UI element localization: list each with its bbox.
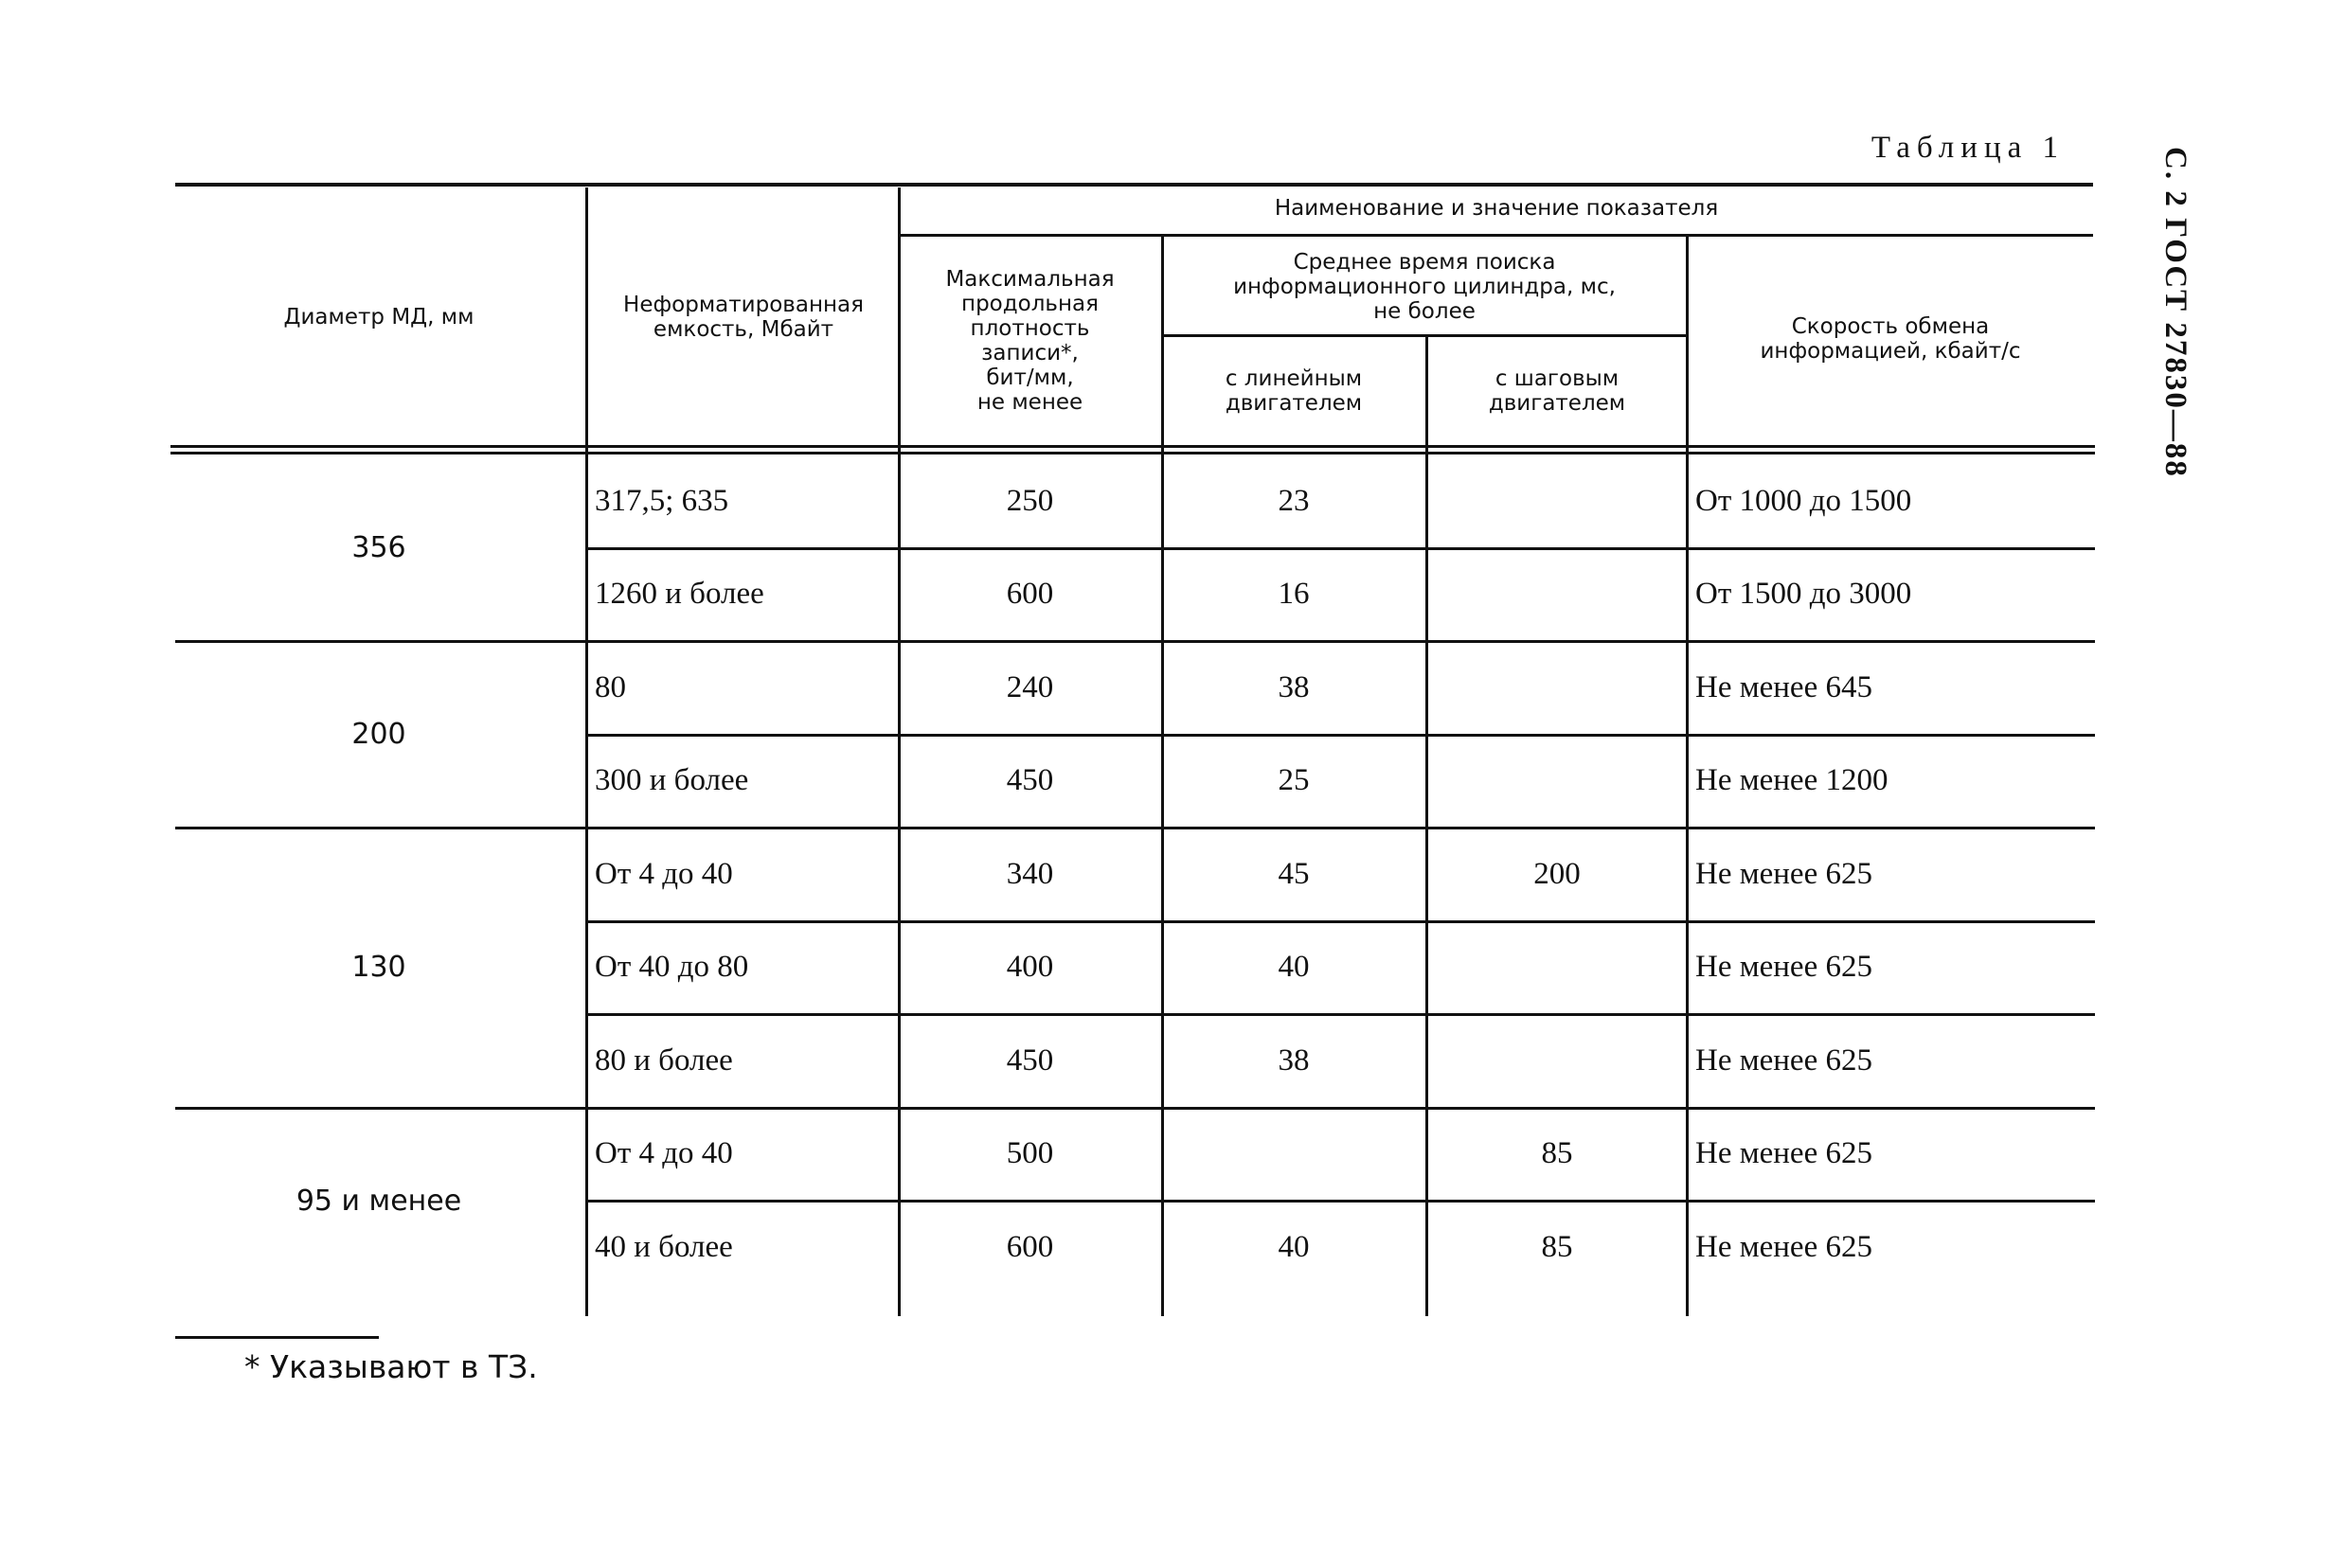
cell-capacity: От 4 до 40 [595,1136,733,1171]
header-linear-motor: с линейным двигателем [1225,366,1363,416]
cell-rate: Не менее 625 [1695,950,1872,985]
column-rule [1686,237,1689,1316]
cell-linear-motor: 25 [1278,763,1310,798]
cell-diameter: 130 [351,951,406,985]
cell-step-motor: 85 [1541,1136,1573,1171]
footnote: * Указывают в ТЗ. [244,1348,538,1385]
header-group: Наименование и значение показателя [1274,196,1719,221]
cell-linear-motor: 16 [1278,577,1310,612]
cell-linear-motor: 45 [1278,856,1310,891]
cell-density: 450 [1006,763,1054,798]
header-step-motor: с шаговым двигателем [1488,366,1626,416]
cell-capacity: 80 и более [595,1042,733,1078]
cell-diameter: 200 [351,718,406,751]
cell-step-motor [1428,641,1686,735]
footnote-rule [175,1336,379,1339]
cell-step-motor: 85 [1541,1229,1573,1264]
cell-density: 240 [1006,669,1054,704]
cell-step-motor [1428,735,1686,829]
cell-capacity: 1260 и более [595,577,764,612]
cell-capacity: От 4 до 40 [595,856,733,891]
table-title: Таблица 1 [1871,131,2065,165]
cell-rate: От 1500 до 3000 [1695,577,1912,612]
cell-step-motor [1428,454,1686,548]
header-seek-time: Среднее время поиска информационного цилиндра, мс, не более [1233,249,1616,324]
seek-time-rule [1163,334,1686,337]
column-rule [1161,237,1164,1316]
cell-rate: Не менее 625 [1695,1136,1872,1171]
header-capacity: Неформатированная емкость, Мбайт [623,293,864,342]
table-top-rule [175,183,2093,187]
document-side-label: С. 2 ГОСТ 27830—88 [2158,147,2193,478]
cell-density: 340 [1006,856,1054,891]
cell-linear-motor: 40 [1278,1229,1310,1264]
cell-density: 250 [1006,483,1054,518]
header-bottom-rule-1 [170,445,2095,448]
cell-density: 500 [1006,1136,1054,1171]
cell-density: 600 [1006,1229,1054,1264]
cell-step-motor [1428,921,1686,1015]
cell-rate: Не менее 625 [1695,1229,1872,1264]
header-diameter: Диаметр МД, мм [283,305,474,330]
cell-linear-motor: 23 [1278,483,1310,518]
cell-capacity: От 40 до 80 [595,950,749,985]
cell-diameter: 95 и менее [295,1184,462,1218]
column-rule [585,187,588,1316]
cell-rate: Не менее 645 [1695,669,1872,704]
cell-step-motor [1428,1014,1686,1108]
group-header-rule [900,234,2093,237]
cell-step-motor: 200 [1533,856,1581,891]
cell-rate: Не менее 625 [1695,856,1872,891]
cell-capacity: 300 и более [595,763,749,798]
cell-linear-motor [1163,1108,1424,1202]
cell-density: 450 [1006,1042,1054,1078]
cell-rate: От 1000 до 1500 [1695,483,1912,518]
cell-rate: Не менее 625 [1695,1042,1872,1078]
cell-capacity: 40 и более [595,1229,733,1264]
header-density: Максимальная продольная плотность записи*, бит/мм, не менее [945,267,1115,415]
cell-capacity: 80 [595,669,626,704]
cell-density: 400 [1006,950,1054,985]
header-rate: Скорость обмена информацией, кбайт/с [1760,313,2021,364]
cell-capacity: 317,5; 635 [595,483,729,518]
cell-linear-motor: 38 [1278,1042,1310,1078]
column-rule [1425,337,1428,1316]
cell-rate: Не менее 1200 [1695,763,1888,798]
cell-linear-motor: 38 [1278,669,1310,704]
cell-step-motor [1428,548,1686,642]
cell-diameter: 356 [351,531,406,564]
cell-linear-motor: 40 [1278,950,1310,985]
cell-density: 600 [1006,577,1054,612]
column-rule [898,187,901,1316]
